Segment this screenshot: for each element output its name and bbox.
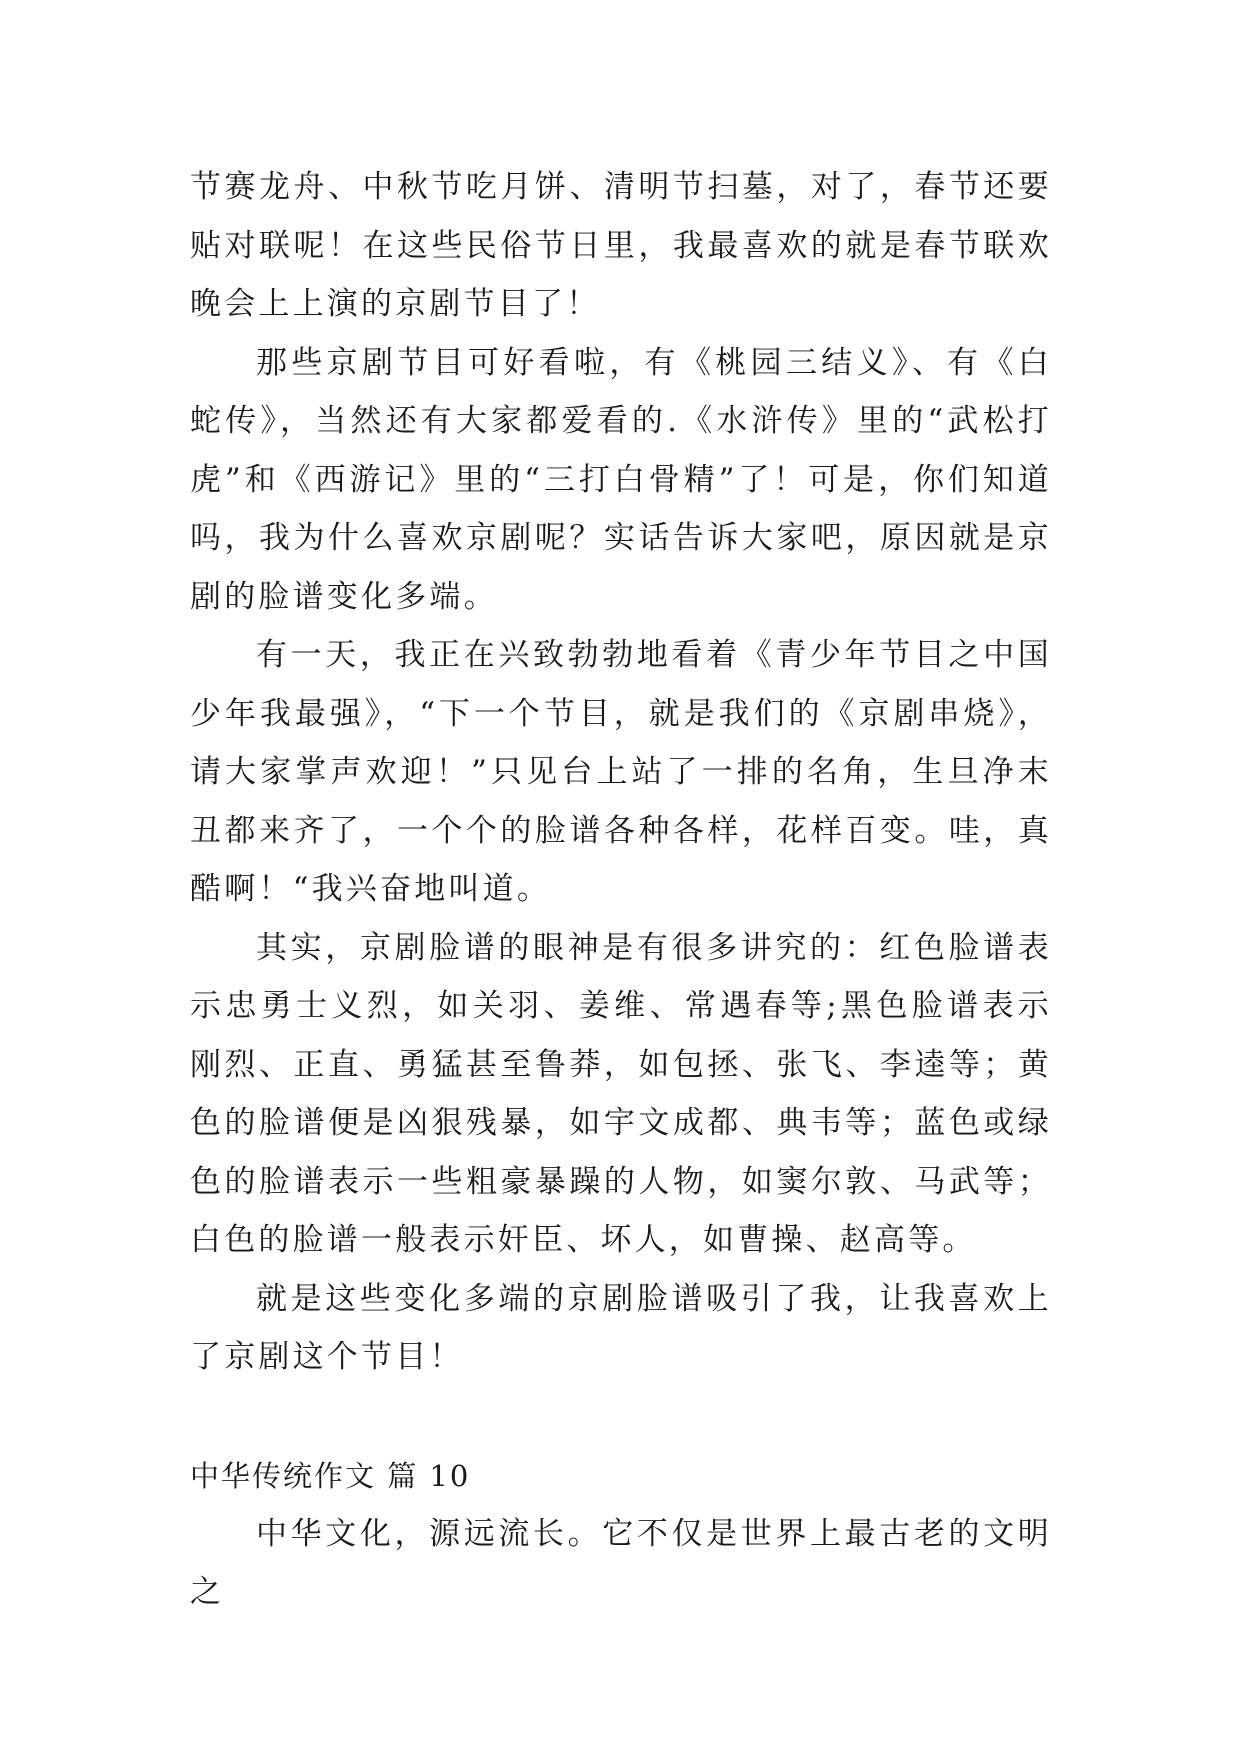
paragraph-4: 其实，京剧脸谱的眼神是有很多讲究的：红色脸谱表示忠勇士义烈，如关羽、姜维、常遇春等;黑色脸谱表示刚烈、正直、勇猛甚至鲁莽，如包拯、张飞、李逵等；黄色的脸谱便是凶狠残暴，如宇文成都、典韦等；蓝色或绿色的脸谱表示一些粗豪暴躁的人物，如窦尔敦、马武等；白色的脸谱一般表示奸臣、坏人，如曹操、赵高等。 [190,929,1052,1258]
document-page [190,158,1052,1622]
section-first-paragraph: 中华文化，源远流长。它不仅是世界上最古老的文明之 [190,1515,1052,1610]
paragraph-3: 有一天，我正在兴致勃勃地看着《青少年节目之中国少年我最强》，“下一个节目，就是我们的《京剧串烧》，请大家掌声欢迎！”只见台上站了一排的名角，生旦净末丑都来齐了，一个个的脸谱各种各样，花样百变。哇，真酷啊！“我兴奋地叫道。 [190,637,1052,907]
paragraph-2: 那些京剧节目可好看啦，有《桃园三结义》、有《白蛇传》，当然还有大家都爱看的.《水浒传》里的“武松打虎”和《西游记》里的“三打白骨精”了！可是，你们知道吗，我为什么喜欢京剧呢？实话告诉大家吧，原因就是京剧的脸谱变化多端。 [190,344,1052,615]
paragraph-1: 节赛龙舟、中秋节吃月饼、清明节扫墓，对了，春节还要贴对联呢！在这些民俗节日里，我最喜欢的就是春节联欢晚会上上演的京剧节目了！ [190,169,1052,322]
section-title: 中华传统作文 篇 10 [190,1458,471,1493]
paragraph-5: 就是这些变化多端的京剧脸谱吸引了我，让我喜欢上了京剧这个节目！ [190,1280,1052,1375]
